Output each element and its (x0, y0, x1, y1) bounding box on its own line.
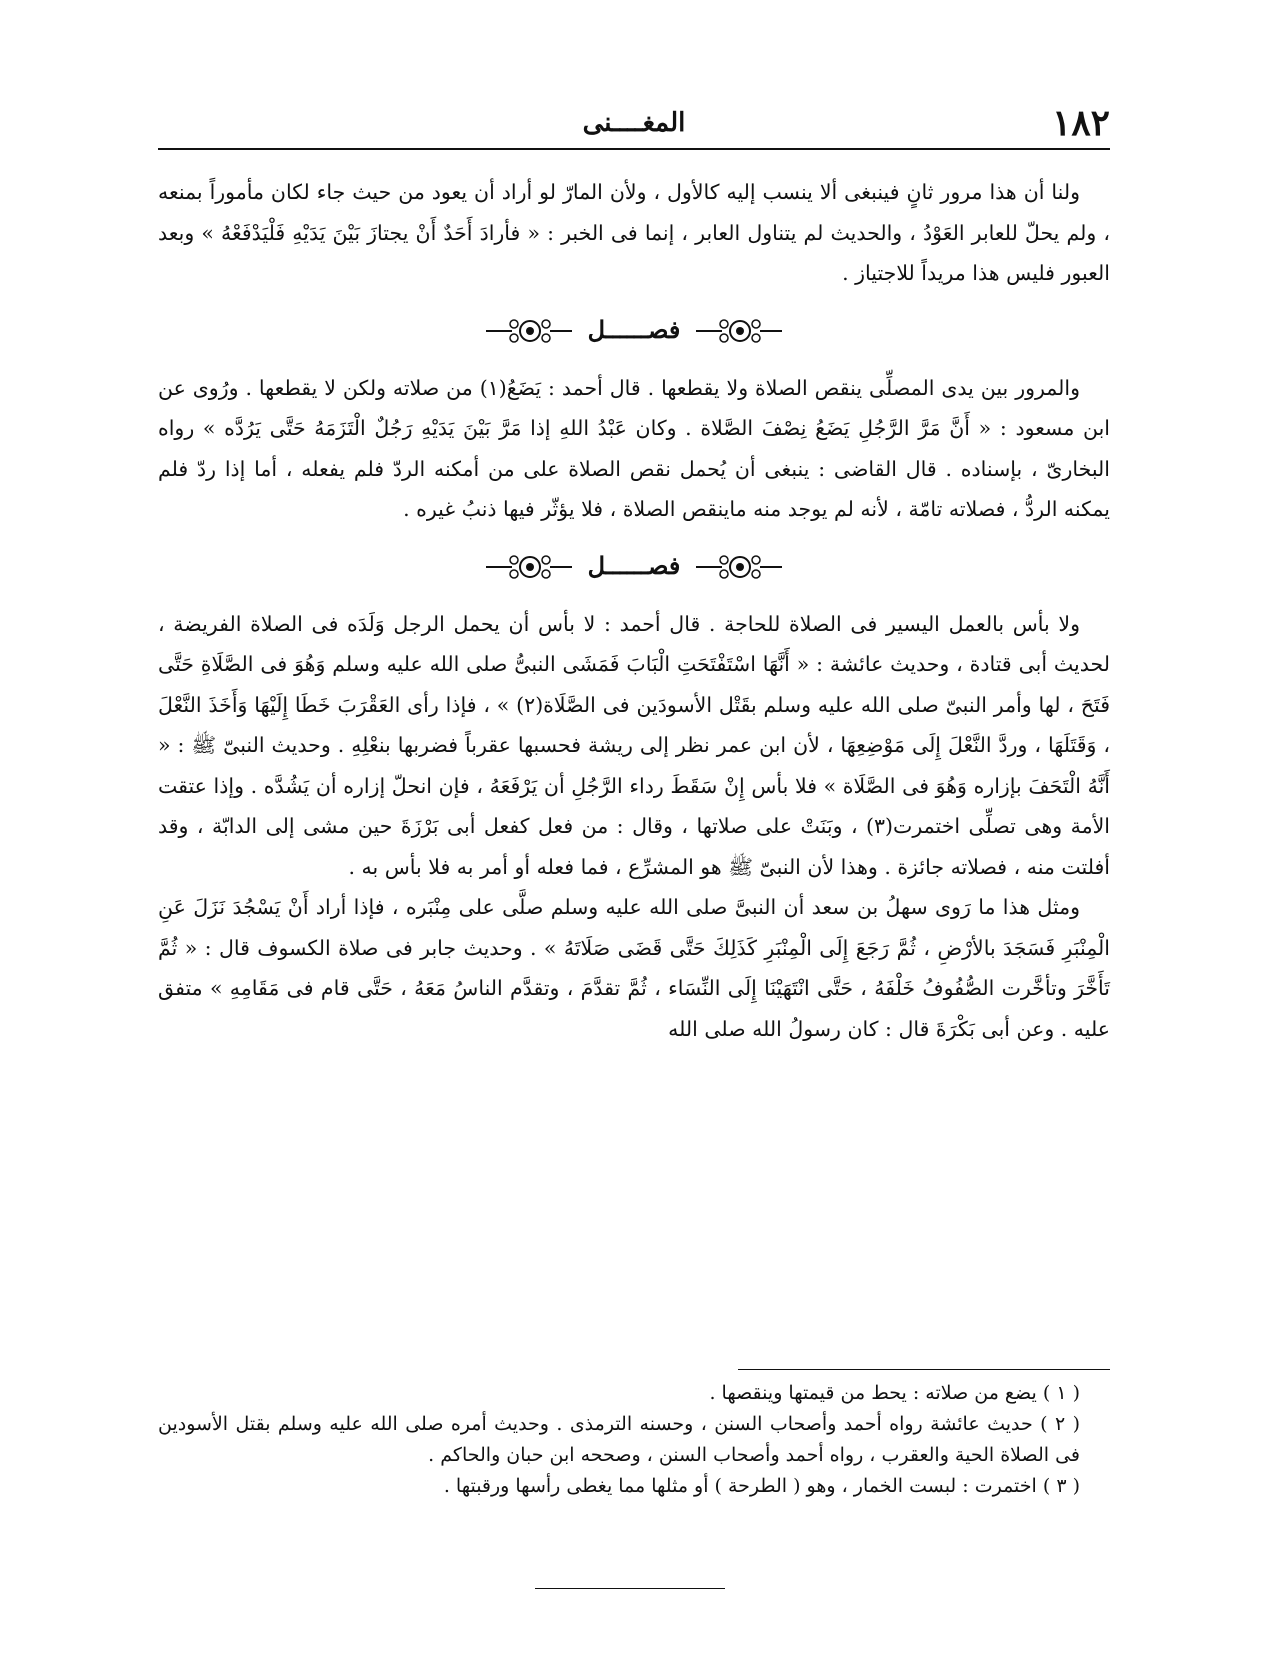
page-number: ١٨٢ (1051, 102, 1110, 144)
section-heading (158, 294, 1110, 368)
running-title: المغــــنى (582, 108, 686, 138)
paragraph: ولنا أن هذا مرور ثانٍ فينبغى ألا ينسب إليه كالأول ، ولأن المارّ لو أراد أن يعود من حيث جاء لكان مأموراً بمنعه ، ولم يحلّ للعابر العَوْدُ ، والحديث لم يتناول العابر ، إنما فى الخبر : « فأرادَ أَحَدٌ أَنْ يجتازَ بَيْنَ يَدَيْهِ فَلْيَدْفَعْهُ » وبعد العبور فليس هذا مريداً للاجتياز . (158, 180, 1110, 285)
footnote (158, 1409, 1110, 1471)
bottom-rule (535, 1588, 725, 1589)
footnote-text: اختمرت : لبست الخمار ، وهو ( الطرحة ) أو مثلها مما يغطى رأسها ورقبتها . (443, 1475, 1037, 1497)
page-header (158, 102, 1110, 144)
footnote-text: يضع من صلاته : يحط من قيمتها وينقصها . (709, 1382, 1037, 1404)
ornament-icon (484, 316, 574, 346)
header-rule (158, 148, 1110, 150)
footnotes (158, 1378, 1110, 1502)
ornament-icon (484, 552, 574, 582)
paragraph: والمرور بين يدى المصلِّى ينقص الصلاة ولا يقطعها . قال أحمد : يَضَعُ(١) من صلاته ولكن لا يقطعها . ورُوى عن ابن مسعود : « أَنَّ مَرَّ الرَّجُلِ يَضَعُ نِصْفَ الصَّلاة . وكان عَبْدُ اللهِ إذا مَرَّ بَيْنَ يَدَيْهِ رَجُلٌ الْتَزَمَهُ حَتَّى يَرُدَّه » رواه البخارىّ ، بإسناده . قال القاضى : ينبغى أن يُحمل نقص الصلاة على من أمكنه الردّ فلم يفعله ، أما إذا ردّ فلم يمكنه الردُّ ، فصلاته تامّة ، لأنه لم يوجد منه ماينقص الصلاة ، فلا يؤثّر فيها ذنبُ غيره . (158, 375, 1110, 521)
footnote-text: حديث عائشة رواه أحمد وأصحاب السنن ، وحسنه الترمذى . وحديث أمره صلى الله عليه وسلم بقتل الأسودين فى الصلاة الحية والعقرب ، رواه أحمد وأصحاب السنن ، وصححه ابن حبان والحاكم . (158, 1413, 1080, 1466)
paragraph: ومثل هذا ما رَوى سهلُ بن سعد أن النبىَّ صلى الله عليه وسلم صلَّى على مِنْبَره ، فإذا أراد أَنْ يَسْجُدَ نَزَلَ عَنِ الْمِنْبَرِ فَسَجَدَ بالأرْضِ ، ثُمَّ رَجَعَ إِلَى الْمِنْبَرِ كَذَلِكَ حَتَّى قَضَى صَلَاتَهُ » . وحديث جابر فى صلاة الكسوف قال : « ثُمَّ تَأَخَّرَ وتأخَّرت الصُّفُوفُ خَلْفَهُ ، حَتَّى انْتَهَيْنَا إِلَى النِّسَاء ، ثُمَّ تقدَّمَ ، وتقدَّم الناسُ مَعَهُ ، حَتَّى قام فى مَقَامِهِ » متفق عليه . وعن أبى بَكْرَةَ قال : كان رسولُ الله صلى الله (158, 895, 1110, 1041)
section-heading (158, 530, 1110, 604)
main-text (158, 172, 1110, 1049)
footnote (158, 1471, 1110, 1502)
ornament-icon (694, 552, 784, 582)
section-heading-text: فصــــــل (587, 551, 681, 581)
footnote-marker: ( ٢ ) (1040, 1413, 1080, 1435)
footnote-marker: ( ١ ) (1042, 1382, 1080, 1404)
footnote-marker: ( ٣ ) (1042, 1475, 1080, 1497)
paragraph: ولا بأس بالعمل اليسير فى الصلاة للحاجة . قال أحمد : لا بأس أن يحمل الرجل وَلَدَه فى الصلاة الفريضة ، لحديث أبى قتادة ، وحديث عائشة : « أَنَّهَا اسْتَفْتَحَتِ الْبَابَ فَمَشَى النبىُّ صلى الله عليه وسلم وَهُوَ فى الصَّلَاةِ حَتَّى فَتَحَ ، لها وأمر النبىّ صلى الله عليه وسلم بقَتْل الأسودَين فى الصَّلَاة(٢) » ، فإذا رأى العَقْرَبَ خَطَا إِلَيْهَا وَأَخَذَ النَّعْلَ ، وَقَتَلَهَا ، وردَّ النَّعْلَ إِلَى مَوْضِعِهَا ، لأن ابن عمر نظر إلى ريشة فحسبها عقرباً فضربها بنعْلِهِ . وحديث النبىّ ﷺ : « أَنَّهُ الْتَحَفَ بإزاره وَهُوَ فى الصَّلَاة » فلا بأس إِنْ سَقَطَ رداء الرَّجُلِ أن يَرْفَعَهُ ، فإن انحلّ إزاره أن يَشُدَّه . وإذا عتقت الأمة وهى تصلِّى اختمرت(٣) ، وبَنَتْ على صلاتها ، وقال : من فعل كفعل أبى بَرْزَةَ حين مشى إلى الدابّة ، وقد أفلتت منه ، فصلاته جائزة . وهذا لأن النبىّ ﷺ هو المشرِّع ، فما فعله أو أمر به فلا بأس به . (158, 611, 1110, 879)
footnote-rule (738, 1369, 1110, 1370)
footnote (158, 1378, 1110, 1409)
ornament-icon (694, 316, 784, 346)
section-heading-text: فصــــــل (587, 315, 681, 345)
